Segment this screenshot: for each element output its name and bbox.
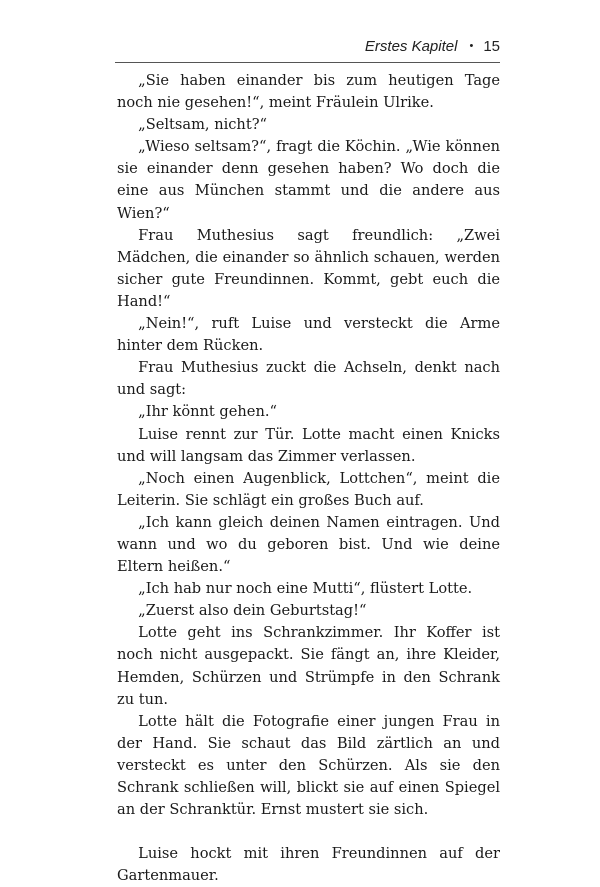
paragraph: „Sie haben einander bis zum heutigen Tage noch nie gesehen!“, meint Fräulein Ulrike.: [117, 72, 500, 112]
running-header: [115, 38, 500, 58]
paragraph: „Ich kann gleich deinen Namen eintragen. Und wann und wo du geboren bist. Und wie deine Eltern heißen.“: [117, 513, 500, 576]
page-number: 15: [483, 38, 500, 55]
paragraph: Frau Muthesius sagt freundlich: „Zwei Mädchen, die einander so ähnlich schauen, werden sicher gute Freundinnen. Kommt, gebt euch die Hand!“: [117, 226, 500, 310]
paragraph: „Seltsam, nicht?“: [138, 116, 267, 134]
paragraph: „Ihr könnt gehen.“: [138, 403, 277, 421]
paragraph: „Ich hab nur noch eine Mutti“, flüstert Lotte.: [138, 580, 473, 598]
paragraph: „Zuerst also dein Geburtstag!“: [138, 602, 367, 620]
body-text: [117, 70, 500, 887]
paragraph: Luise hockt mit ihren Freundinnen auf der Gartenmauer.: [117, 845, 500, 885]
bullet-separator: •: [469, 40, 474, 52]
chapter-title: Erstes Kapitel: [364, 38, 458, 55]
paragraph: Luise rennt zur Tür. Lotte macht einen Knicks und will langsam das Zimmer verlassen.: [117, 425, 500, 465]
paragraph: Lotte hält die Fotografie einer jungen Frau in der Hand. Sie schaut das Bild zärtlich an und versteckt es unter den Schürzen. Als sie den Schrank schließen will, blickt sie auf einen Spiegel an der Schranktür. Ernst mustert sie sich.: [117, 712, 500, 819]
paragraph: Lotte geht ins Schrankzimmer. Ihr Koffer ist noch nicht ausgepackt. Sie fängt an, ihre Kleider, Hemden, Schürzen und Strümpfe in den Schrank zu tun.: [117, 624, 500, 708]
paragraph: Frau Muthesius zuckt die Achseln, denkt nach und sagt:: [117, 359, 500, 399]
paragraph: „Wieso seltsam?“, fragt die Köchin. „Wie können sie einander denn gesehen haben? Wo doch die eine aus München stammt und die andere aus Wien?“: [117, 138, 500, 222]
header-rule: [115, 62, 500, 63]
paragraph: „Nein!“, ruft Luise und versteckt die Arme hinter dem Rücken.: [117, 315, 500, 355]
paragraph: „Noch einen Augenblick, Lottchen“, meint die Leiterin. Sie schlägt ein großes Buch auf.: [117, 469, 500, 509]
